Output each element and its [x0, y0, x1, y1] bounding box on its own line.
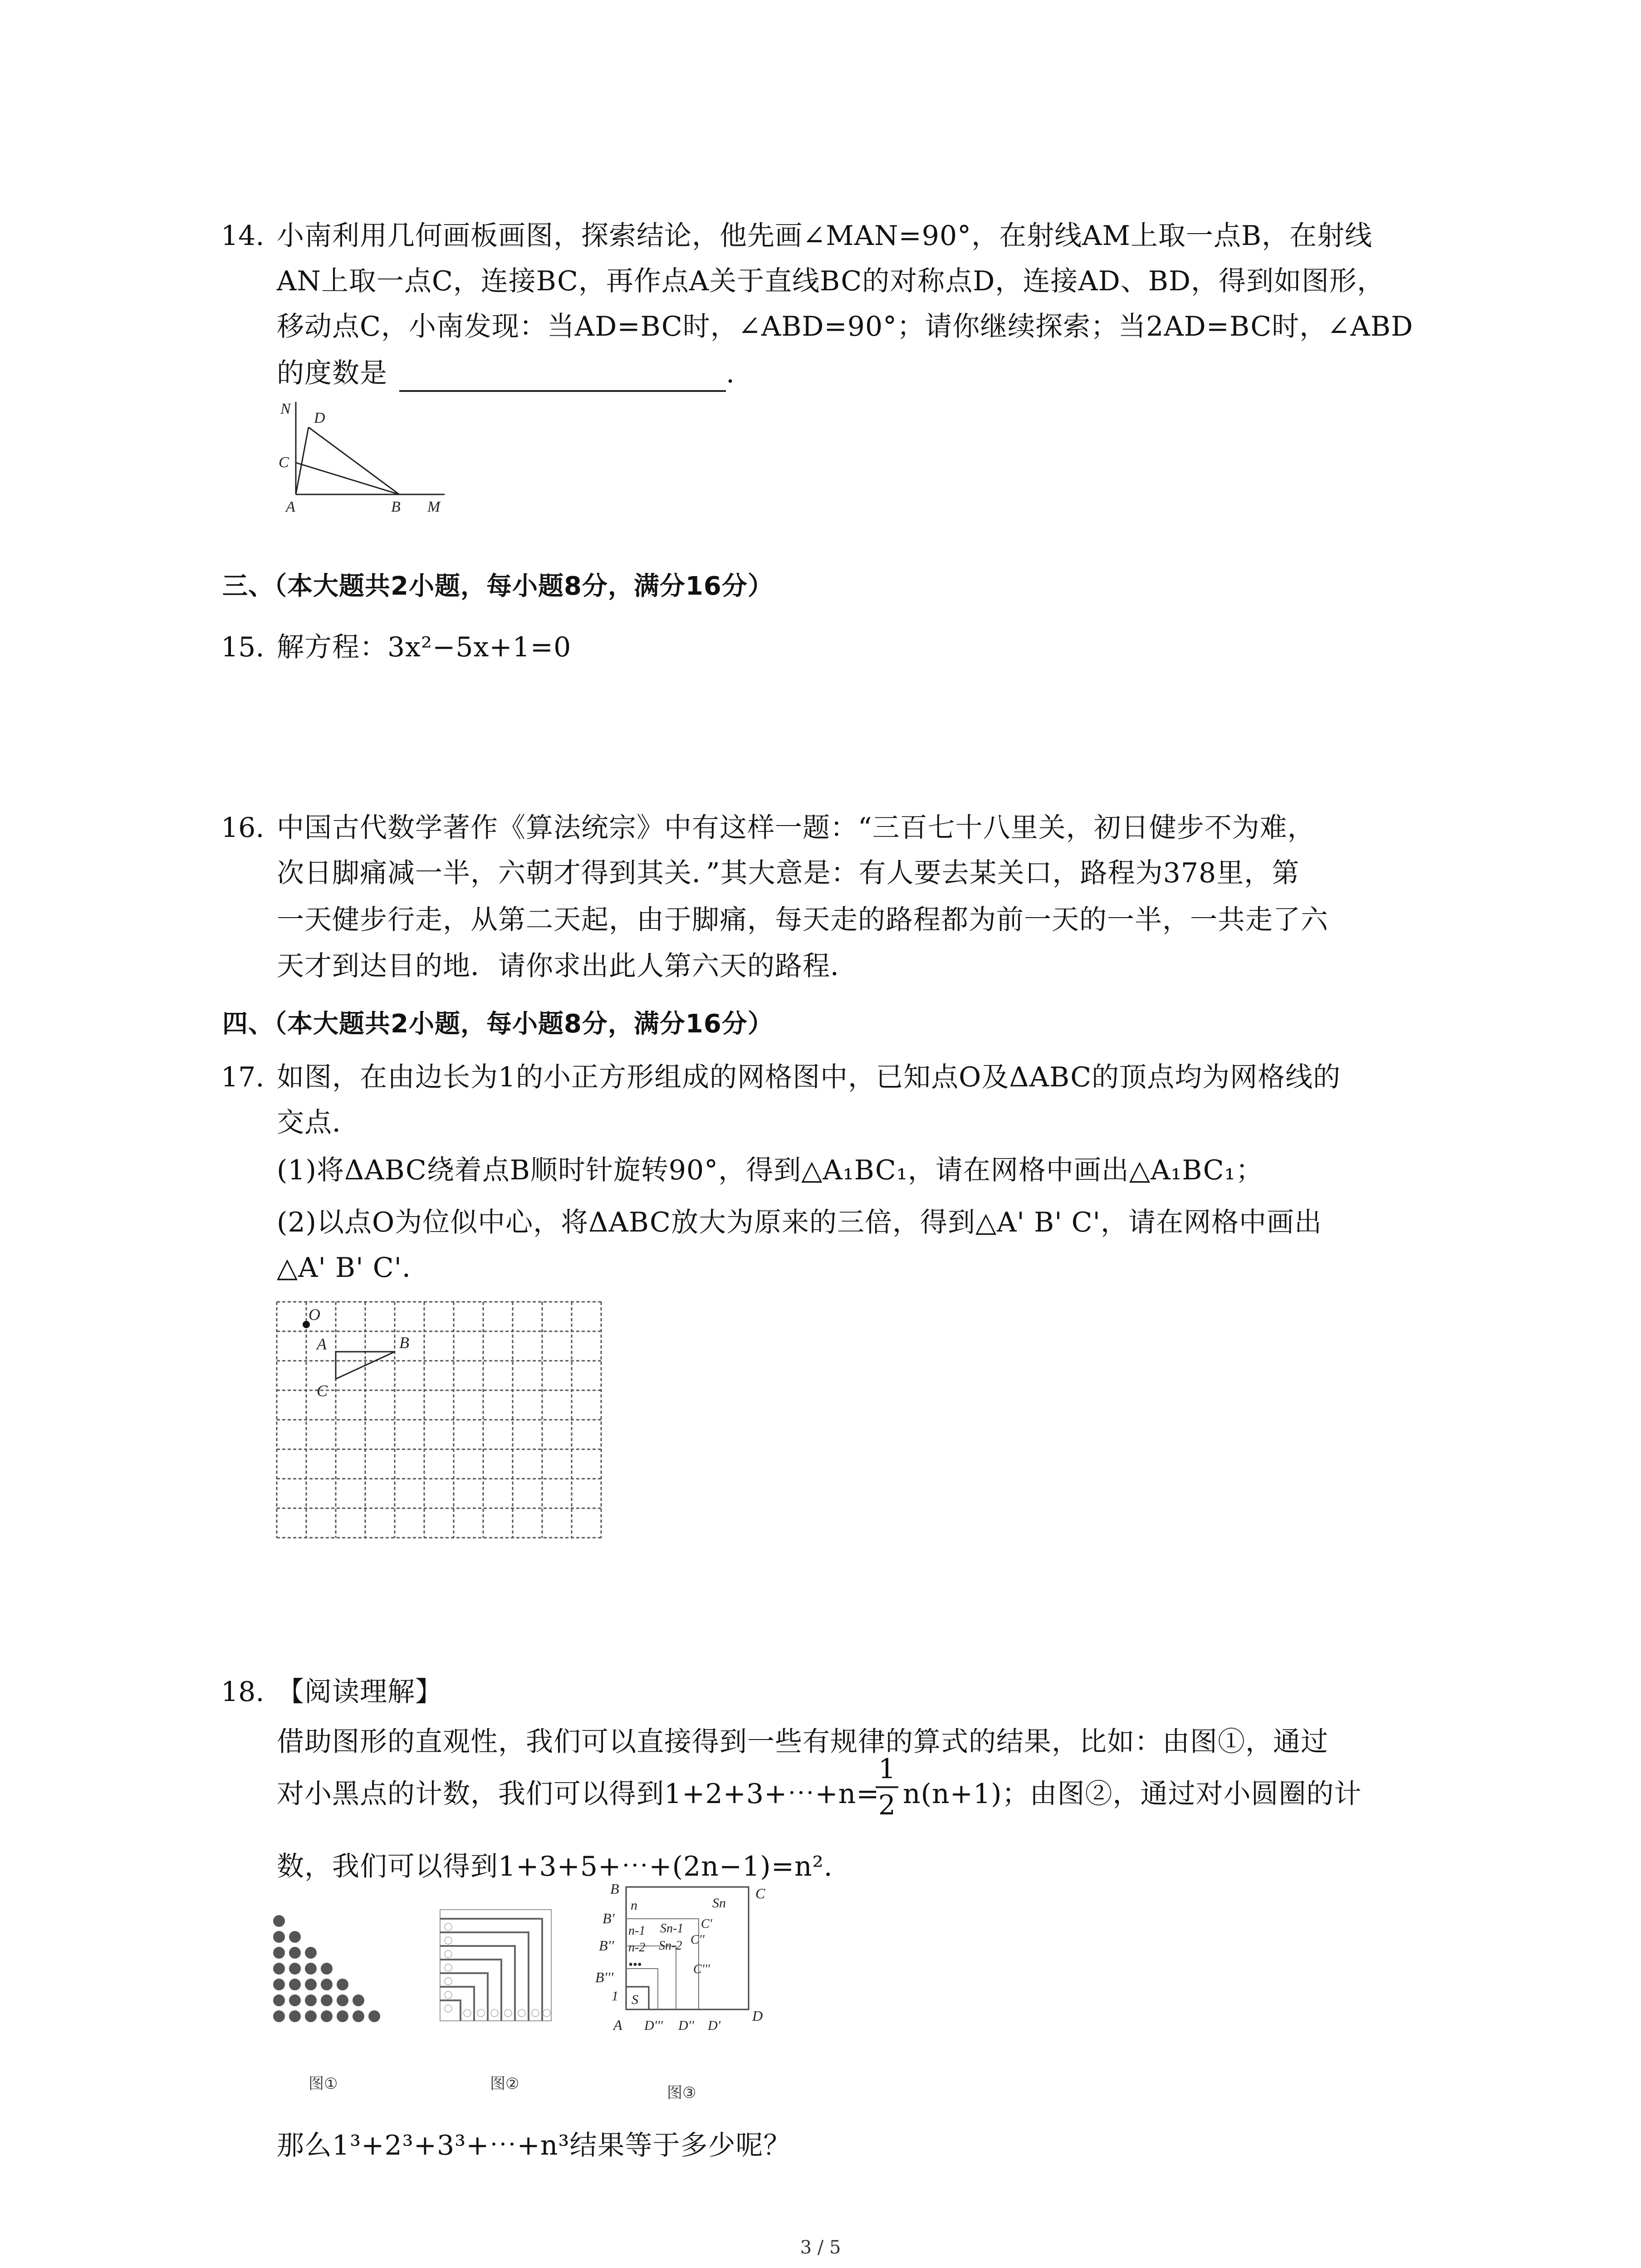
q18-fig3-label-Sn1: Sn-1 — [660, 1921, 684, 1936]
q14-figure — [272, 395, 463, 522]
q18-fig3-label-D: D — [752, 2008, 763, 2024]
q14-line-4b: . — [726, 357, 735, 389]
q18-fig3-label-Bpp: B'' — [599, 1937, 614, 1954]
q14-label-A: A — [286, 499, 295, 515]
q18-fig3-label-A: A — [613, 2017, 622, 2033]
q17-line-2: 交点． — [277, 1107, 360, 1139]
q18-line-3: 数，我们可以得到1+3+5+⋯+(2n−1)=n². — [277, 1851, 833, 1882]
q17-part-2-cont: △A' B' C'． — [277, 1252, 430, 1284]
q18-fig3-label-n: n — [631, 1898, 637, 1913]
q18-question: 那么1³+2³+3³+⋯+n³结果等于多少呢？ — [277, 2130, 791, 2161]
q16-number: 16. — [221, 812, 265, 844]
q15-text: 解方程：3x²−5x+1=0 — [277, 631, 572, 663]
q17-label-B: B — [399, 1334, 409, 1352]
q18-fig3-label-Cpp: C'' — [691, 1933, 705, 1947]
q18-figure-1 — [263, 1896, 399, 2096]
q15-number: 15. — [221, 631, 265, 663]
q18-fig3-label-Dpp: D'' — [678, 2018, 694, 2033]
q16-line-3: 一天健步行走，从第二天起，由于脚痛，每天走的路程都为前一天的一半，一共走了六 — [277, 904, 1328, 936]
q18-fig2-caption: 图② — [490, 2075, 519, 2093]
q17-label-O: O — [309, 1305, 320, 1324]
page-number: 3 / 5 — [800, 2237, 841, 2258]
q14-answer-blank — [399, 390, 726, 392]
q18-fig3-label-n1: n-1 — [628, 1924, 646, 1938]
q18-fig3-label-Cppp: C''' — [693, 1962, 710, 1976]
q17-label-A: A — [317, 1335, 327, 1353]
q17-line-1: 如图，在由边长为1的小正方形组成的网格图中，已知点O及ΔABC的顶点均为网格线的 — [277, 1061, 1341, 1093]
q16-line-2: 次日脚痛减一半，六朝才得到其关．”其大意是：有人要去某关口，路程为378里，第 — [277, 857, 1300, 889]
q18-fig3-label-B: B — [610, 1881, 619, 1897]
q16-line-1: 中国古代数学著作《算法统宗》中有这样一题：“三百七十八里关，初日健步不为难， — [277, 812, 1315, 844]
q14-label-M: M — [427, 499, 441, 515]
q18-fig3-label-n2: n-2 — [628, 1941, 646, 1955]
q18-figure-3 — [585, 1878, 776, 2105]
q14-label-N: N — [280, 401, 291, 417]
q17-label-C: C — [317, 1382, 328, 1400]
q18-fraction-numerator: 1 — [878, 1753, 896, 1785]
q18-fig3-label-Sn: Sn — [712, 1896, 726, 1911]
q18-fig3-label-Dppp: D''' — [644, 2018, 663, 2033]
section-3-title: 三、（本大题共2小题，每小题8分，满分16分） — [222, 572, 774, 601]
q18-fig3-caption: 图③ — [667, 2084, 696, 2102]
q17-part-1: (1)将ΔABC绕着点B顺时针旋转90°，得到△A₁BC₁，请在网格中画出△A₁BC₁； — [277, 1154, 1264, 1186]
q18-heading: 【阅读理解】 — [277, 1676, 443, 1708]
q18-fig3-label-Sn2: Sn-2 — [659, 1939, 682, 1953]
q14-line-4a: 的度数是 — [277, 357, 387, 389]
q14-label-B: B — [391, 499, 401, 515]
q18-fig3-label-Cp: C' — [701, 1917, 712, 1931]
q18-number: 18. — [221, 1676, 265, 1708]
q14-line-3: 移动点C，小南发现：当AD=BC时，∠ABD=90°；请你继续探索；当2AD=BC时，∠ABD — [277, 311, 1413, 342]
q18-fig3-label-Dp: D' — [708, 2018, 721, 2033]
q14-number: 14. — [221, 220, 265, 252]
q17-number: 17. — [221, 1061, 265, 1093]
q14-line-2: AN上取一点C，连接BC，再作点A关于直线BC的对称点D，连接AD、BD，得到如图形， — [277, 265, 1385, 297]
q14-label-C: C — [279, 454, 289, 471]
q17-grid-figure — [272, 1297, 617, 1542]
q18-fig3-label-Bppp: B''' — [595, 1969, 614, 1985]
q14-label-D: D — [314, 410, 325, 426]
section-4-title: 四、（本大题共2小题，每小题8分，满分16分） — [222, 1009, 774, 1039]
q18-fraction-denominator: 2 — [878, 1789, 896, 1821]
q18-line-2b: n(n+1)；由图②，通过对小圆圈的计 — [903, 1778, 1362, 1810]
q18-fig3-label-Bp: B' — [603, 1910, 615, 1926]
q18-fraction — [876, 1755, 898, 1819]
q18-fig3-label-S: S — [632, 1992, 638, 2007]
q14-line-1: 小南利用几何画板画图，探索结论，他先画∠MAN=90°，在射线AM上取一点B，在射线 — [277, 220, 1373, 252]
q18-fig3-label-one: 1 — [612, 1989, 618, 2004]
q18-figure-2 — [436, 1905, 567, 2096]
q18-fig3-label-dots: ••• — [628, 1958, 642, 1972]
q18-line-1: 借助图形的直观性，我们可以直接得到一些有规律的算式的结果，比如：由图①，通过 — [277, 1726, 1328, 1758]
q18-line-2a: 对小黑点的计数，我们可以得到1+2+3+⋯+n= — [277, 1778, 880, 1810]
q18-fig1-caption: 图① — [309, 2075, 338, 2093]
q17-part-2: (2)以点O为位似中心，将ΔABC放大为原来的三倍，得到△A' B' C'，请在网格中画出 — [277, 1207, 1323, 1238]
q18-fig3-label-C: C — [755, 1885, 765, 1901]
q16-line-4: 天才到达目的地．请你求出此人第六天的路程． — [277, 950, 858, 982]
